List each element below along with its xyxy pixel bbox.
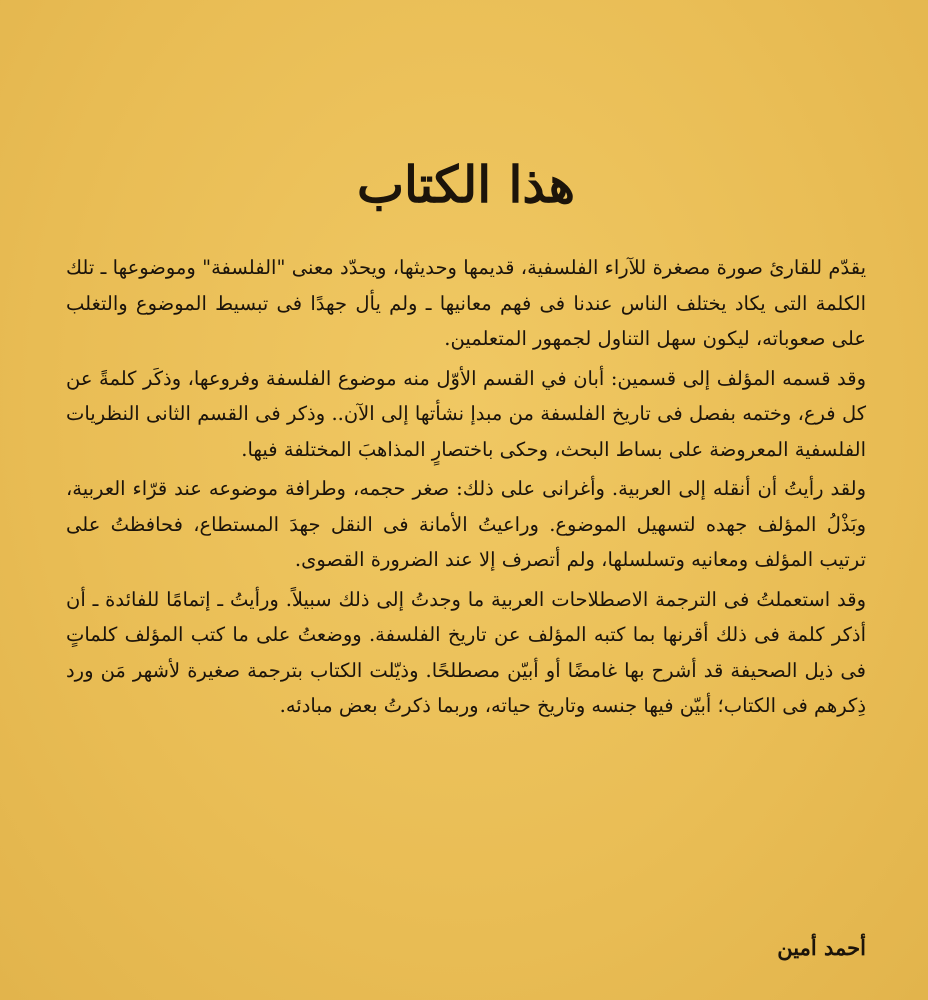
body-text — [66, 250, 866, 728]
paragraph-terminology: وقد استعملتُ فى الترجمة الاصطلاحات العربية ما وجدتُ إلى ذلك سبيلاً. ورأيتُ ـ إتمامًا للفائدة ـ أن أذكر كلمة فى ذلك أقرنها بما كتبه المؤلف عن تاريخ الفلسفة. ووضعتُ على ما كتب المؤلف كلماتٍ فى ذيل الصحيفة قد أشرح بها غامضًا أو أبيّن مصطلحًا. وذيّلت الكتاب بترجمة صغيرة لأشهر مَن ورد ذِكرهم فى الكتاب؛ أبيّن فيها جنسه وتاريخ حياته، وربما ذكرتُ بعض مبادئه. — [66, 587, 866, 717]
paragraph-translation: ولقد رأيتُ أن أنقله إلى العربية. وأغرانى على ذلك: صغر حجمه، وطرافة موضوعه عند قرّاء العربية، وبَذْلُ المؤلف جهده لتسهيل الموضوع. وراعيتُ الأمانة فى النقل جهدَ المستطاع، فحافظتُ على ترتيب المؤلف ومعانيه وتسلسلها، ولم أتصرف إلا عند الضرورة القصوى. — [66, 477, 866, 571]
book-description — [66, 150, 866, 970]
author-signature: أحمد أمين — [777, 935, 866, 960]
paragraph-intro: يقدّم للقارئ صورة مصغرة للآراء الفلسفية، قديمها وحديثها، ويحدّد معنى "الفلسفة" وموضوعها ـ تلك الكلمة التى يكاد يختلف الناس عندنا فى فهم معانيها ـ ولم يأل جهدًا فى تبسيط الموضوع والتغلب على صعوباته، ليكون سهل التناول لجمهور المتعلمين. — [66, 256, 866, 350]
paragraph-structure: وقد قسمه المؤلف إلى قسمين: أبان في القسم الأوّل منه موضوع الفلسفة وفروعها، وذكَر كلمةً عن كل فرع، وختمه بفصل فى تاريخ الفلسفة من مبدإ نشأتها إلى الآن.. وذكر فى القسم الثانى النظريات الفلسفية المعروضة على بساط البحث، وحكى باختصارٍ المذاهبَ المختلفة فيها. — [66, 366, 866, 461]
page-title: هذا الكتاب — [356, 155, 576, 214]
